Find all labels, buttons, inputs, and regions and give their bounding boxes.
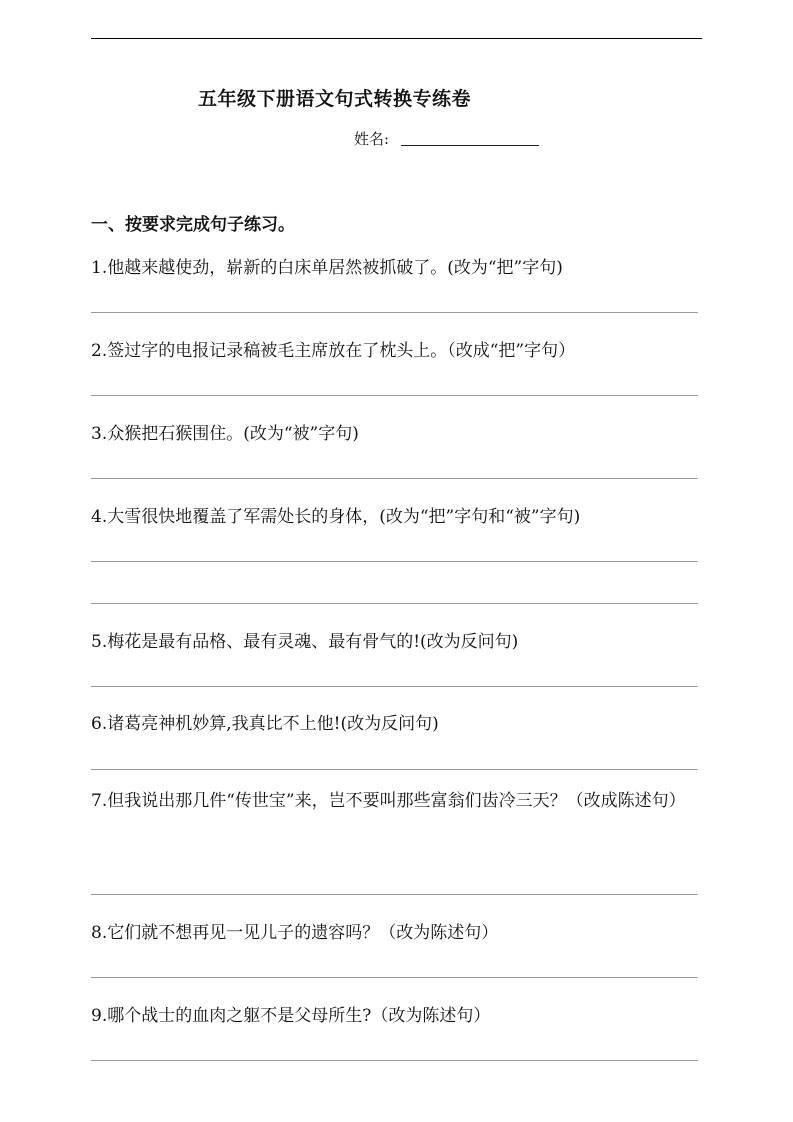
answer-line-7[interactable]	[91, 894, 698, 895]
section-heading: 一、按要求完成句子练习。	[91, 215, 295, 235]
page-title: 五年级下册语文句式转换专练卷	[198, 88, 472, 110]
answer-line-1[interactable]	[91, 312, 698, 313]
question-9: 9.哪个战士的血肉之躯不是父母所生?（改为陈述句）	[91, 1006, 491, 1026]
answer-line-4b[interactable]	[91, 603, 698, 604]
question-6: 6.诸葛亮神机妙算,我真比不上他!(改为反问句)	[91, 714, 439, 734]
question-1: 1.他越来越使劲，崭新的白床单居然被抓破了。(改为“把”字句)	[91, 258, 563, 278]
answer-line-6[interactable]	[91, 769, 698, 770]
question-5: 5.梅花是最有品格、最有灵魂、最有骨气的!(改为反问句)	[91, 632, 519, 652]
answer-line-3[interactable]	[91, 478, 698, 479]
answer-line-4a[interactable]	[91, 561, 698, 562]
name-blank-line[interactable]	[401, 145, 539, 146]
answer-line-9[interactable]	[91, 1060, 698, 1061]
answer-line-2[interactable]	[91, 395, 698, 396]
header-rule	[91, 38, 702, 39]
question-4: 4.大雪很快地覆盖了军需处长的身体，(改为“把”字句和“被”字句)	[91, 507, 581, 527]
answer-line-5[interactable]	[91, 686, 698, 687]
question-2: 2.签过字的电报记录稿被毛主席放在了枕头上。（改成“把”字句）	[91, 341, 576, 361]
name-label: 姓名:	[354, 130, 390, 148]
answer-line-8[interactable]	[91, 977, 698, 978]
question-8: 8.它们就不想再见一见儿子的遗容吗？（改为陈述句）	[91, 923, 499, 943]
question-3: 3.众猴把石猴围住。(改为“被”字句)	[91, 424, 359, 444]
name-field-row	[354, 128, 539, 149]
question-7: 7.但我说出那几件“传世宝”来，岂不要叫那些富翁们齿冷三天？（改成陈述句）	[91, 791, 686, 811]
